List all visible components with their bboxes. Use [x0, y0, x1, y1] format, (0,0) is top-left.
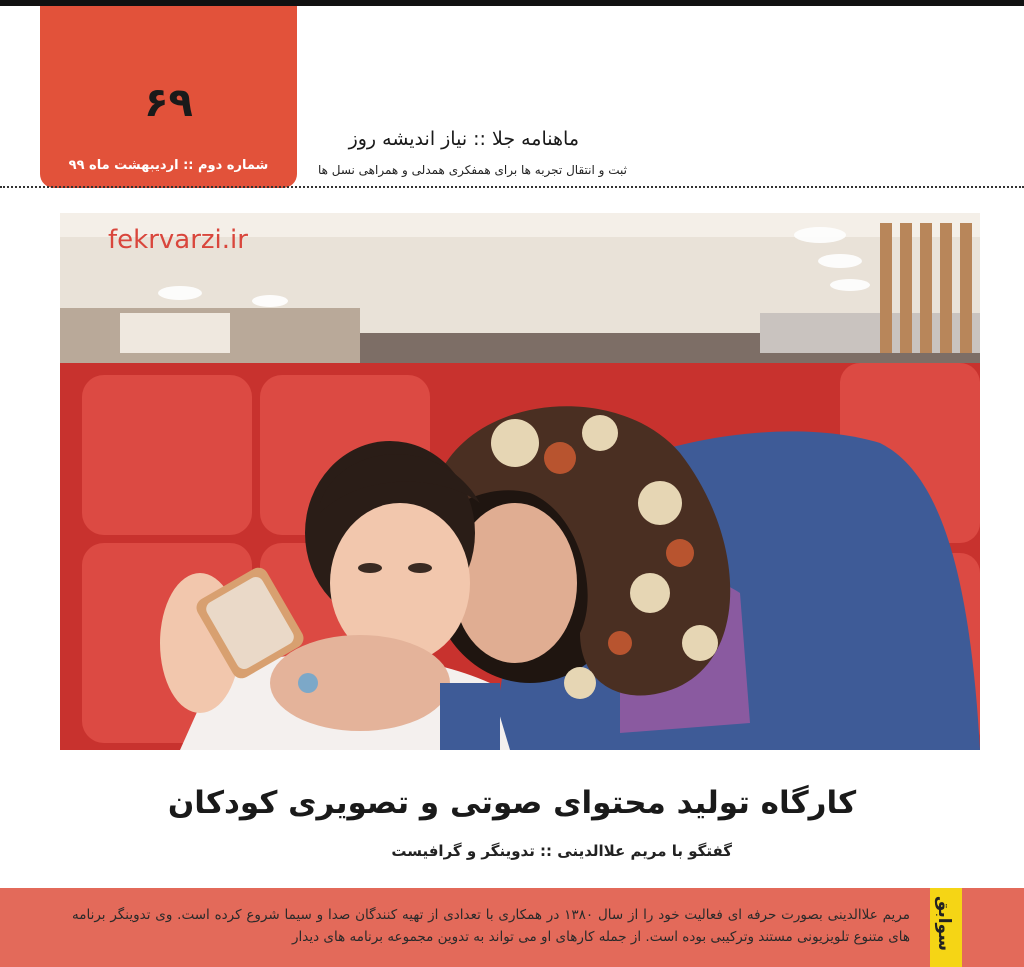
magazine-title: ماهنامه جلا :: نیاز اندیشه روز	[348, 128, 579, 150]
issue-label: شماره دوم :: اردیبهشت ماه ۹۹	[68, 158, 269, 173]
section-tag	[930, 888, 962, 967]
page-badge	[40, 6, 297, 188]
article-photo	[60, 213, 980, 750]
section-tag-label: سوابق	[934, 896, 954, 951]
photo-illustration	[60, 213, 980, 750]
page-number: ۶۹	[144, 80, 193, 126]
article-body: مریم علاالدینی بصورت حرفه ای فعالیت خود را از سال ۱۳۸۰ در همکاری با تعدادی از تهیه کنندگان صدا و سیما شروع کرده است. وی تدوینگر برنامه های متنوع تلویزیونی مستند وترکیبی بوده است. از جمله کارهای او می تواند به تدوین مجموعه برنامه های دیدار	[72, 907, 910, 945]
watermark: fekrvarzi.ir	[108, 225, 248, 255]
article-byline: گفتگو با مریم علاالدینی :: تدوینگر و گرافیست	[391, 842, 732, 860]
article-headline: کارگاه تولید محتوای صوتی و تصویری کودکان	[167, 785, 857, 821]
dotted-divider	[0, 186, 1024, 188]
magazine-subtitle: ثبت و انتقال تجربه ها برای همفکری همدلی و همراهی نسل ها	[317, 163, 627, 177]
